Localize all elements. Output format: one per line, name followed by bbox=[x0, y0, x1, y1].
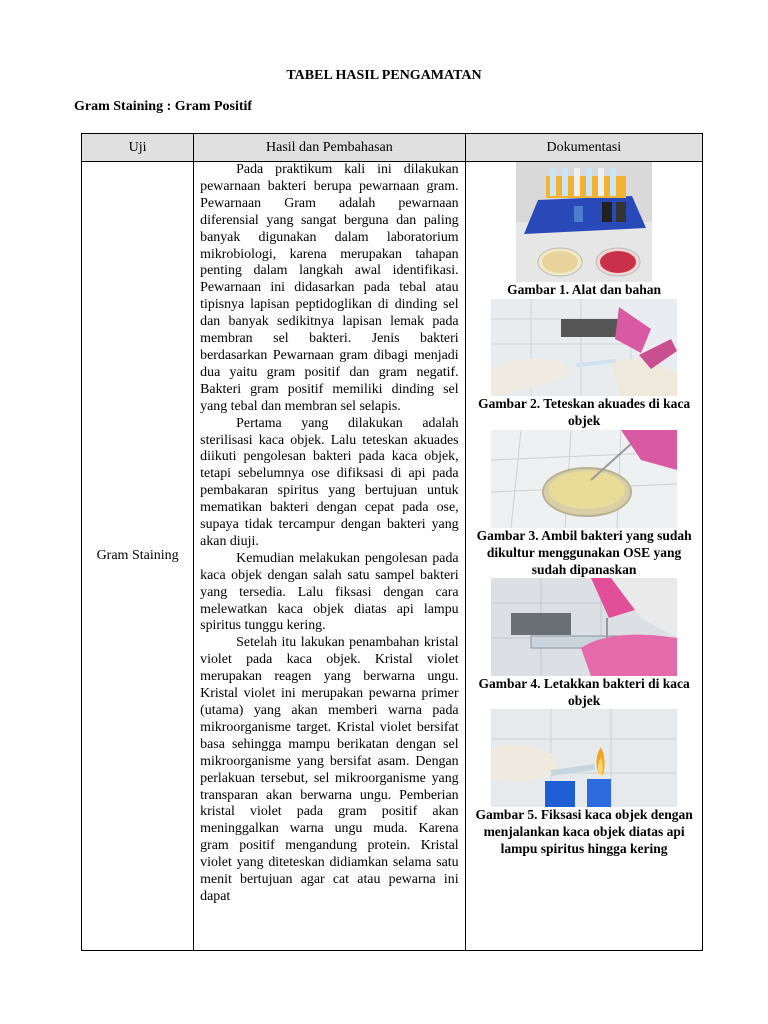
hasil-text bbox=[194, 162, 464, 950]
figure-4 bbox=[466, 578, 703, 710]
figure-3-caption: Gambar 3. Ambil bakteri yang sudah dikultur menggunakan OSE yang sudah dipanaskan bbox=[476, 528, 692, 577]
table-header-row bbox=[82, 134, 703, 162]
dokumentasi-cell bbox=[465, 162, 702, 951]
table-row bbox=[82, 162, 703, 951]
header-hasil: Hasil dan Pembahasan bbox=[194, 134, 465, 162]
hasil-cell bbox=[194, 162, 465, 951]
paragraph: Kemudian melakukan pengolesan pada kaca objek dengan salah satu sampel bakteri yang tersedia. Lalu fiksasi dengan cara melewatkan kaca objek diatas api lampu spiritus tunggu kering. bbox=[200, 550, 459, 634]
flame-fixation-photo-icon bbox=[491, 709, 677, 807]
figure-3 bbox=[466, 430, 703, 578]
petri-dish-ose-photo-icon bbox=[491, 430, 677, 528]
lab-tools-photo-icon bbox=[516, 162, 652, 282]
figure-4-caption: Gambar 4. Letakkan bakteri di kaca objek bbox=[478, 676, 690, 708]
figure-2 bbox=[466, 299, 703, 430]
figure-2-caption: Gambar 2. Teteskan akuades di kaca objek bbox=[478, 396, 691, 428]
dropping-aquadest-photo-icon bbox=[491, 299, 677, 396]
figure-1 bbox=[466, 162, 703, 299]
header-dokumentasi: Dokumentasi bbox=[465, 134, 702, 162]
figure-5-caption: Gambar 5. Fiksasi kaca objek dengan menjalankan kaca objek diatas api lampu spiritus hingga kering bbox=[475, 807, 693, 856]
header-uji: Uji bbox=[82, 134, 194, 162]
figure-1-caption: Gambar 1. Alat dan bahan bbox=[507, 282, 662, 297]
uji-cell: Gram Staining bbox=[82, 162, 194, 951]
paragraph: Pada praktikum kali ini dilakukan pewarnaan bakteri berupa pewarnaan gram. Pewarnaan Gram adalah pewarnaan diferensial yang sangat berguna dan paling banyak digunakan dalam laboratorium mikrobiologi, karena merupakan tahapan penting dalam langkah awal identifikasi. Pewarnaan ini didasarkan pada tebal atau tipisnya lapisan peptidoglikan di dinding sel dan banyak sedikitnya lapisan lemak pada membran sel bakteri. Jenis bakteri berdasarkan Pewarnaan gram dibagi menjadi dua yaitu gram positif dan gram negatif. Bakteri gram positif memiliki dinding sel yang tebal dan membran sel selapis. bbox=[200, 162, 459, 414]
paragraph: Setelah itu lakukan penambahan kristal violet pada kaca objek. Kristal violet merupakan reagen yang berwarna ungu. Kristal violet ini merupakan pewarna primer (utama) yang akan memberi warna pada mikroorganisme target. Kristal violet bersifat basa sehingga mampu berikatan dengan sel mikroorganisme yang bersifat asam. Dengan perlakuan tersebut, sel mikroorganisme yang transparan akan berwarna ungu. Pemberian kristal violet pada gram positif akan meninggalkan warna ungu muda. Karena gram positif mengandung protein. Kristal violet yang diteteskan didiamkan selama satu menit bertujuan agar cat atau pewarna ini dapat bbox=[200, 635, 459, 904]
observation-table bbox=[81, 133, 703, 951]
page-title: TABEL HASIL PENGAMATAN bbox=[286, 68, 482, 83]
section-subtitle: Gram Staining : Gram Positif bbox=[74, 99, 253, 114]
figure-5 bbox=[466, 709, 703, 857]
paragraph: Pertama yang dilakukan adalah sterilisasi kaca objek. Lalu teteskan akuades diikuti pengolesan bakteri pada kaca objek, tetapi sebelumnya ose difiksasi di api pada pembakaran spiritus yang bertujuan untuk mematikan bakteri dengan cepat pada ose, supaya tidak tercampur dengan bakteri yang akan diuji. bbox=[200, 415, 459, 549]
slide-bacteria-photo-icon bbox=[491, 578, 677, 676]
